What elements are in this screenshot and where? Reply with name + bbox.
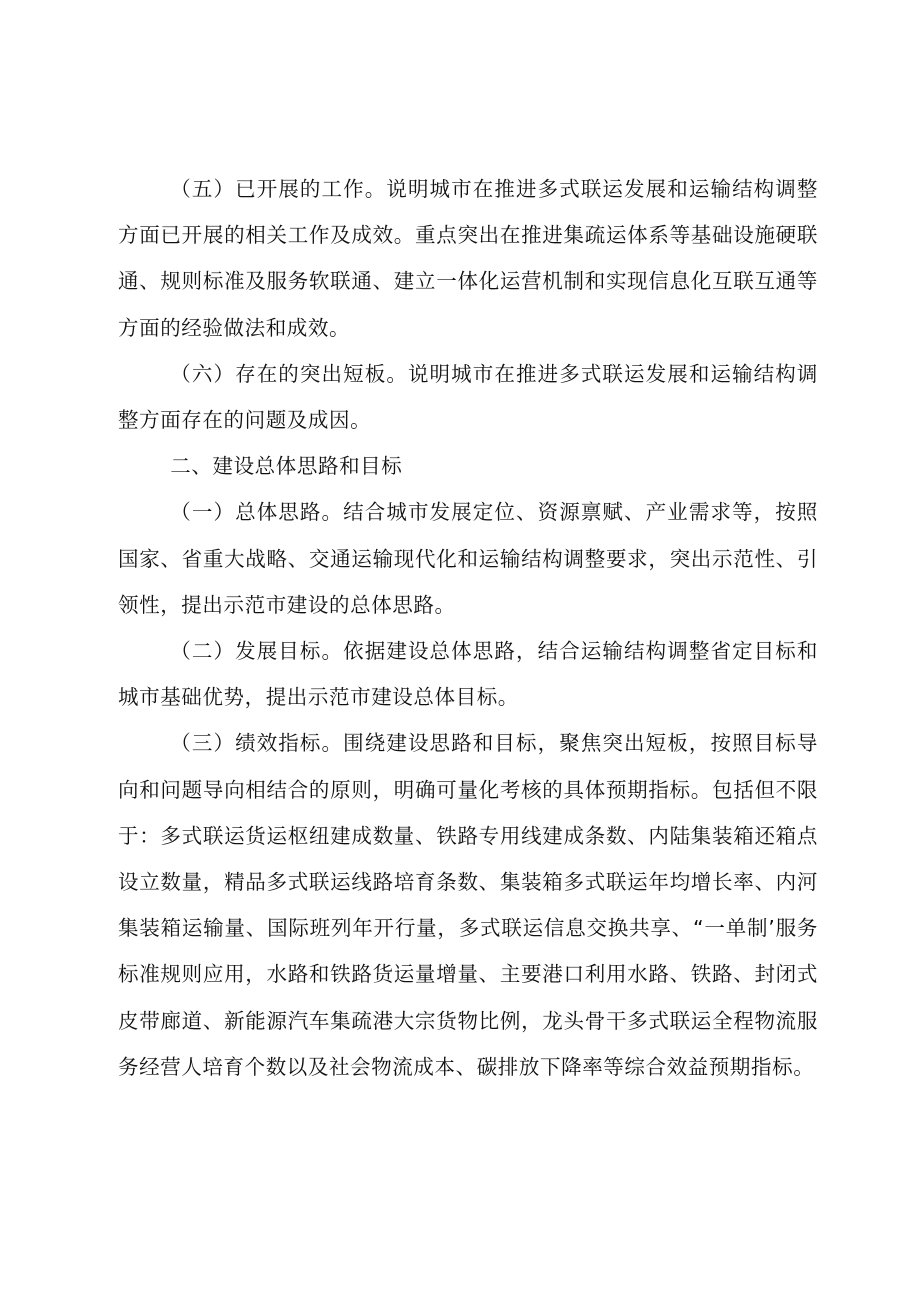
paragraph-overall-approach: （一）总体思路。结合城市发展定位、资源禀赋、产业需求等，按照国家、省重大战略、交通运输现代化和运输结构调整要求，突出示范性、引领性，提出示范市建设的总体思路。 [118, 500, 818, 617]
document-body [118, 166, 818, 1090]
paragraph-completed-work: （五）已开展的工作。说明城市在推进多式联运发展和运输结构调整方面已开展的相关工作及成效。重点突出在推进集疏运体系等基础设施硬联通、规则标准及服务软联通、建立一体化运营机制和实现信息化互联互通等方面的经验做法和成效。 [118, 177, 818, 340]
paragraph-development-goals: （二）发展目标。依据建设总体思路，结合运输结构调整省定目标和城市基础优势，提出示范市建设总体目标。 [118, 639, 818, 710]
paragraph-performance-indicators: （三）绩效指标。围绕建设思路和目标，聚焦突出短板，按照目标导向和问题导向相结合的原则，明确可量化考核的具体预期指标。包括但不限于：多式联运货运枢纽建成数量、铁路专用线建成条数、内陆集装箱还箱点设立数量，精品多式联运线路培育条数、集装箱多式联运年均增长率、内河集装箱运输量、国际班列年开行量，多式联运信息交换共享、“一单制’服务标准规则应用，水路和铁路货运量增量、主要港口利用水路、铁路、封闭式皮带廊道、新能源汽车集疏港大宗货物比例，龙头骨干多式联运全程物流服务经营人培育个数以及社会物流成本、碳排放下降率等综合效益预期指标。 [118, 731, 818, 1079]
section-heading-overall-approach: 二、建设总体思路和目标 [170, 454, 403, 479]
paragraph-shortcomings: （六）存在的突出短板。说明城市在推进多式联运发展和运输结构调整方面存在的问题及成因。 [118, 361, 818, 433]
